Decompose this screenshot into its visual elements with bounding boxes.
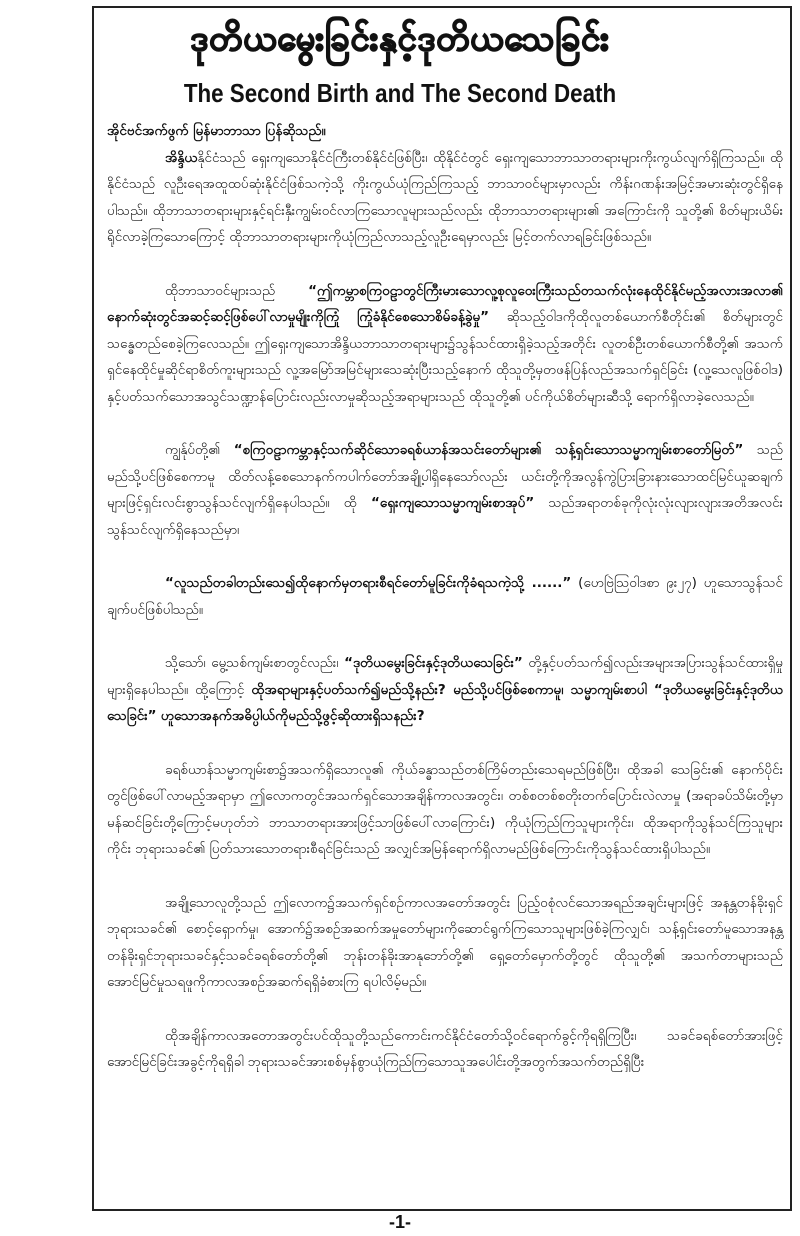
paragraph-2-quote: “ဤကမ္ဘာစကြဝဠာတွင်ကြီးမားသောလူ့စုလူဝေးကြီးသည်တသက်လုံးနေထိုင်နိုင်မည့်အလားအလာ၏ နောက်ဆုံးတွင်အဆင့်ဆင့်ဖြစ်ပေါ်လာမှုမျိုးကိုကြုံ ကြုံခံနိုင်စေသောစိမ်ခန့်ခွဲမှု” (107, 282, 783, 325)
paragraph-3-lead: ကျွန်ုပ်တို့၏ (165, 442, 221, 458)
paragraph-5-question-2: ဟူသောအနက်အဓိပ္ပါယ်ကိုမည်သို့ဖွင့်ဆိုထားရှိသနည်း? (160, 708, 425, 724)
paragraph-5-question-1: ထိုအရာများနှင့်ပတ်သက်၍မည်သို့နည်း? မည်သို့ပင်ဖြစ်စေကာမူ၊ သမ္မာကျမ်းစာပါ (251, 681, 647, 698)
paragraph-4 (107, 570, 783, 623)
paragraph-7: အချို့သောလူတို့သည် ဤလောက၌အသက်ရှင်စဉ်ကာလအတော်အတွင်း ပြည့်ဝစုံလင်သောအရည်အချင်းများဖြင့် အနန္တတန်ခိုးရှင်ဘုရားသခင်၏ စောင့်ရှောက်မှု၊ အောက်၌အစဉ်အဆက်အမှုတော်များကိုဆောင်ရွက်ကြသောသူများဖြစ်ခဲ့ကြလျှင်၊ သန့်ရှင်းတော်မူသောအနန္တတန်ခိုးရှင်ဘုရားသခင်နှင့်သခင်ခရစ်တော်တို့၏ ဘုန်းတန်ခိုးအာနုဘော်တို့၏ ရှေ့တော်မှောက်တို့တွင် ထိုသူတို့၏ အသက်တာများသည် အောင်မြင်မှုသရဖူကိုကာလအစဉ်အဆက်ရရှိခံစားကြ ရပါလိမ့်မည်။ (107, 894, 783, 990)
paragraph-8: ထိုအချိန်ကာလအတောအတွင်းပင်ထိုသူတို့သည်ကောင်းကင်နိုင်ငံတော်သို့ဝင်ရောက်ခွင့်ကိုရရှိကြပြီး၊ သခင်ခရစ်တော်အားဖြင့်အောင်မြင်ခြင်းအခွင့်ကိုရရှိခါ ဘုရားသခင်အားစစ်မှန်စွာယုံကြည်ကြသောသူအပေါင်းတို့အတွက်အသက်တည်ရှိပြီး (107, 1027, 783, 1070)
paragraph-3-tail: သည်အရာတစ်ခုကိုလုံးလုံးလျားလျားအတိအလင်းသွန်သင်လျက်ရှိနေသည်မှာ၊ (107, 495, 783, 538)
page-number: -1- (389, 1212, 411, 1232)
paragraph-3-quote: “စကြဝဠာကမ္ဘာနှင့်သက်ဆိုင်သောခရစ်ယာန်အသင်းတော်များ၏ သန့်ရှင်းသောသမ္မာကျမ်းစာတော်မြတ်” (233, 442, 744, 458)
document-body (107, 118, 783, 1076)
emphasis-india: အိန္ဒိယ (165, 149, 198, 166)
scripture-reference: (ဟေဗြဲသြဝါဒစာ ၉း၂၇) (578, 575, 697, 591)
scripture-quote: “လူသည်တခါတည်းသေ၍ထိုနောက်မှတရားစီရင်တော်မူခြင်းကိုခံရသကဲ့သို့ ......” (165, 575, 572, 591)
paragraph-3-text: သည် မည်သို့ပင်ဖြစ်စေကာမူ ထိတ်လန့်စေသောနက်ကပါက်တော်အချို့ပါရှိနေသော်လည်း ယင်းတို့ကိုအလွန်ကွဲပြားခြားနားသောထင်မြင်ယူဆချက်များဖြင့်ရှင်းလင်းစွာသွန်သင်လျက်ရှိနေပါသည်။ ထို (107, 442, 783, 511)
paragraph-5-quote: “ဒုတိယမွေးခြင်းနှင့်ဒုတိယသေခြင်း” (344, 655, 523, 671)
paragraph-1 (107, 145, 783, 251)
paragraph-2-lead: ထိုဘာသာဝင်များသည် (165, 282, 276, 299)
paragraph-2 (107, 278, 783, 411)
page-title-english: The Second Birth and The Second Death (183, 78, 617, 108)
paragraph-1-text: နိုင်ငံသည် ရှေးကျသောနိုင်ငံကြီးတစ်နိုင်ငံဖြစ်ပြီး၊ ထိုနိုင်ငံတွင် ရှေးကျသောဘာသာတရားများကိုးကွယ်လျက်ရှိကြသည်။ ထိုနိုင်ငံသည် လူဦးရေအထူထပ်ဆုံးနိုင်ငံဖြစ်သကဲ့သို့ ကိုးကွယ်ယုံကြည်ကြသည့် ဘာသာဝင်များမှာလည်း ကိန်းဂဏန်းအမြင့်အမားဆုံးတွင်ရှိနေပါသည်။ ထိုဘာသာတရားများနှင့်ရင်းနှီးကျွမ်းဝင်လာကြသောလူများသည်လည်း ထိုဘာသာတရားများ၏ အကြောင်းကို သူတို့၏ စိတ်များယိမ်းရိုင်လာခဲ့ကြသောကြောင့် ထိုဘာသာတရားများကိုယုံကြည်လာသည့်လူဦးရေမှာလည်း မြင့်တက်လာရခြင်းဖြစ်သည်။ (107, 149, 783, 245)
translator-line: အိုင်ဗင်အက်ဖွက် မြန်မာဘာသာ ပြန်ဆိုသည်။ (107, 123, 326, 139)
page-title-myanmar: ဒုတိယမွေးခြင်းနှင့်ဒုတိယသေခြင်း (190, 19, 610, 59)
paragraph-5-quote-2: “ဒုတိယမွေးခြင်းနှင့်ဒုတိယသေခြင်း” (107, 681, 784, 724)
paragraph-2-text: ဆိုသည့်ဝါဒကိုထိုလူတစ်ယောက်စီတိုင်း၏ စိတ်များတွင်သန္ဓေတည်စေခဲ့ကြလေသည်။ ဤရှေးကျသောအိန္ဒိယဘာသာတရားများ၌သွန်သင်ထားရှိခဲ့သည့်အတိုင်း လူတစ်ဦးတစ်ယောက်စီတို့၏ အသက်ရှင်နေထိုင်မှုဆိုင်ရာစိတ်ကူးများသည် လူ့အမြော်အမြင်များသေဆုံးပြီးသည့်နောက် ထိုသူတို့မှတဖန်ပြန်လည်အသက်ရှင်ခြင်း (လူ့သေလူဖြစ်ဝါဒ) နှင့်ပတ်သက်သောအသွင်သဏ္ဍာန်ပြောင်းလည်းလာမှုဆိုသည့်အရာများသည် ထိုသူတို့၏ ပင်ကိုယ်စိတ်များဆီသို့ ရောက်ရှိလာခဲ့လေသည်။ (107, 309, 783, 405)
paragraph-5-text: တို့နှင့်ပတ်သက်၍လည်းအများအပြားသွန်သင်ထားရှိမှုများရှိနေပါသည်။ ထို့ကြောင့် (107, 655, 783, 698)
paragraph-6: ခရစ်ယာန်သမ္မာကျမ်းစာ၌အသက်ရှိသောလူ၏ ကိုယ်ခန္ဓာသည်တစ်ကြိမ်တည်းသေရမည်ဖြစ်ပြီး၊ ထိုအခါ သေခြင်း၏ နောက်ပိုင်းတွင်ဖြစ်ပေါ်လာမည့်အရာမှာ ဤလောကတွင်အသက်ရှင်သောအချိန်ကာလအတွင်း၊ တစ်စတစ်စတိုးတက်ပြောင်းလဲလာမှု (အရာခပ်သိမ်းတို့မှာမန်ဆင်ခြင်းတို့ကြောင့်မဟုတ်ဘဲ ဘာသာတရားအားဖြင့်သာဖြစ်ပေါ်လာကြောင်း) ကိုယုံကြည်ကြသူများကိုင်း၊ ထိုအရာကိုသွန်သင်ကြသူများကိုင်း ဘုရားသခင်၏ ပြတ်သားသောတရားစီရင်ခြင်းသည် အလျှင်အမြန်ရောက်ရှိလာမည်ဖြစ်ကြောင်းကိုသွန်သင်ထားရှိပါသည်။ (107, 761, 783, 857)
paragraph-3 (107, 437, 783, 543)
paragraph-5 (107, 650, 783, 730)
paragraph-5-lead: သို့သော်၊ မွေ့သစ်ကျမ်းစာတွင်လည်း၊ (165, 655, 339, 671)
paragraph-4-text: ဟူသောသွန်သင်ချက်ပင်ဖြစ်ပါသည်။ (107, 575, 783, 618)
paragraph-3-quote-2: “ရှေးကျသောသမ္မာကျမ်းစာအုပ်” (370, 495, 535, 511)
